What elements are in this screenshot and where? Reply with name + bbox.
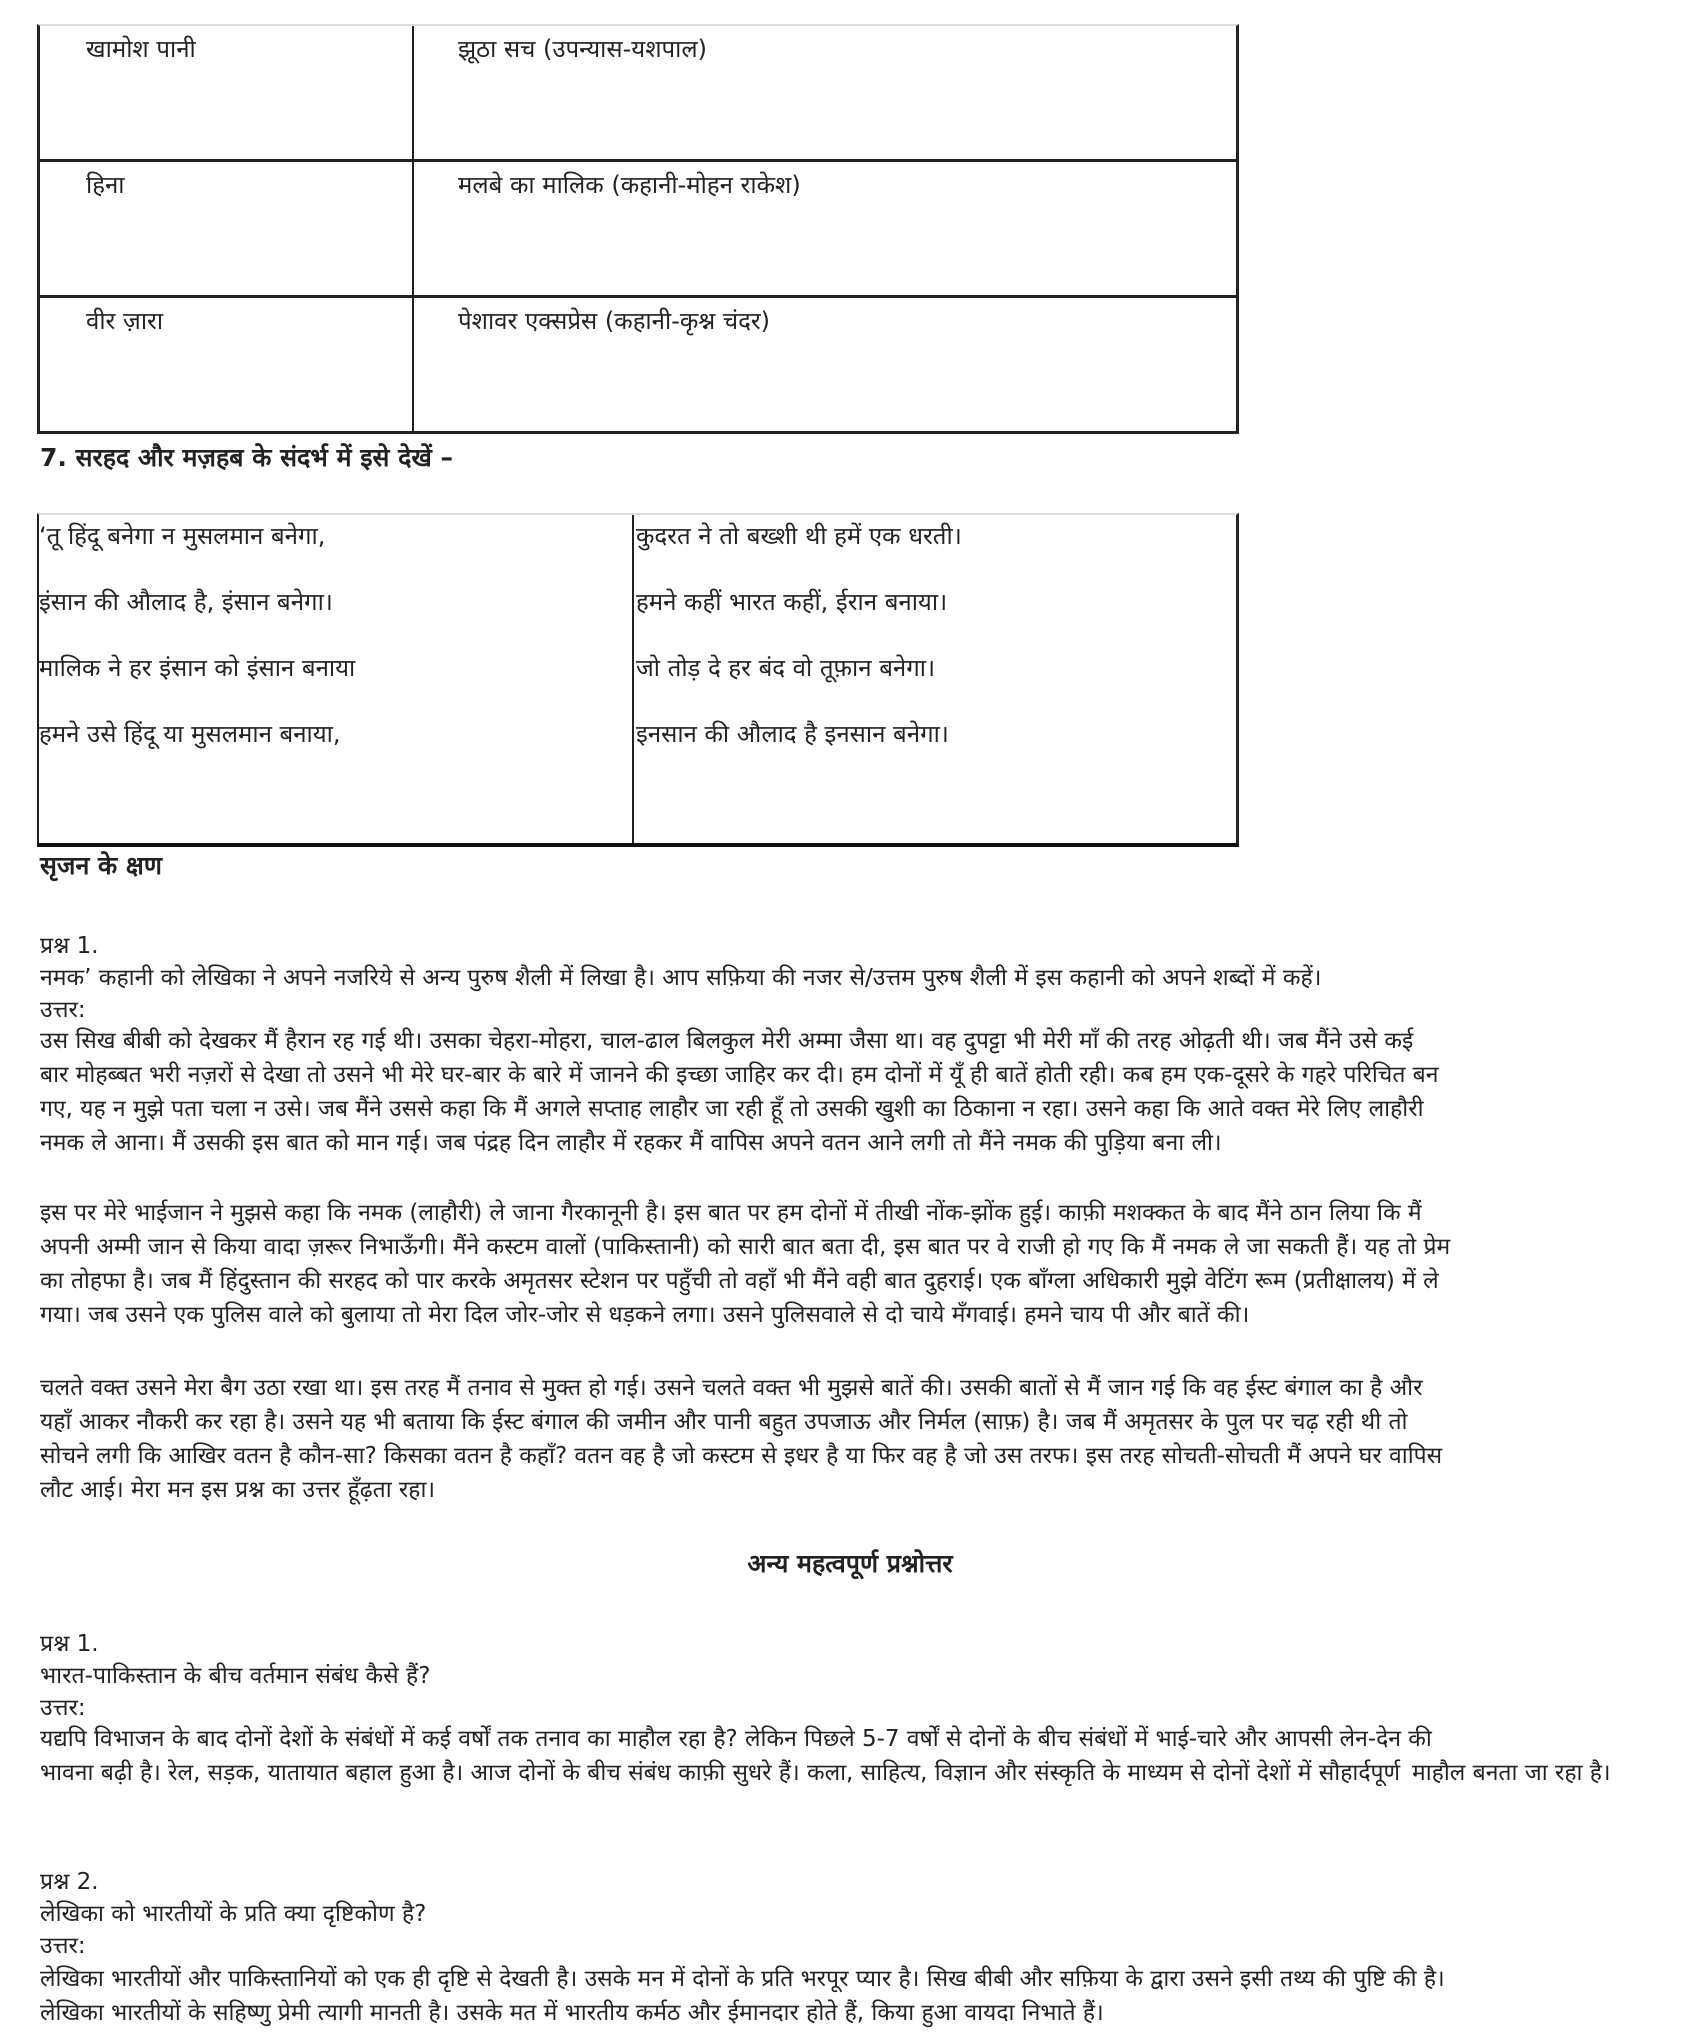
paragraph-line: लौट आई। मेरा मन इस प्रश्न का उत्तर हूँढ़ता रहा। [40, 1477, 436, 1503]
question-text: भारत-पाकिस्तान के बीच वर्तमान संबंध कैसे हैं? [40, 1663, 431, 1689]
paragraph-line: इस पर मेरे भाईजान ने मुझसे कहा कि नमक (लाहौरी) ले जाना गैरकानूनी है। इस बात पर हम दोनों में तीखी नोंक-झोंक हुई। काफ़ी मशक्कत के बाद मैंने ठान लिया कि मैं [40, 1200, 1422, 1226]
question-label: प्रश्न 2. [40, 1869, 99, 1895]
paragraph-line: भावना बढ़ी है। रेल, सड़क, यातायात बहाल हुआ है। आज दोनों के बीच संबंध काफ़ी सुधरे हैं। कला, साहित्य, विज्ञान और संस्कृति के माध्यम से दोनों देशों में सौहार्दपूर्ण [40, 1760, 1401, 1786]
question-text: लेखिका को भारतीयों के प्रति क्या दृष्टिकोण है? [40, 1901, 427, 1927]
poem-line: कुदरत ने तो बख्शी थी हमें एक धरती। [636, 522, 962, 550]
answer-label: उत्तर: [40, 1933, 86, 1959]
paragraph-line: चलते वक्त उसने मेरा बैग उठा रखा था। इस तरह मैं तनाव से मुक्त हो गई। उसने चलते वक्त भी मुझसे बातें की। उसकी बातों से मैं जान गई कि वह ईस्ट बंगाल का है और [40, 1375, 1423, 1401]
answer-paragraph [40, 1371, 1665, 1507]
paragraph-line: सोचने लगी कि आखिर वतन है कौन-सा? किसका वतन है कहाँ? वतन वह है जो कस्टम से इधर है या फिर वह है जो उस तरफ। इस तरह सोचती-सोचती मैं अपने घर वापिस [40, 1443, 1443, 1469]
other-qa-heading: अन्य महत्वपूर्ण प्रश्नोत्तर [747, 1549, 953, 1578]
question-label: प्रश्न 1. [40, 1631, 99, 1657]
answer-paragraph [40, 1196, 1665, 1332]
work-cell: पेशावर एक्सप्रेस (कहानी-कृश्न चंदर) [458, 307, 771, 335]
table-row [40, 162, 1236, 298]
paragraph-line: बार मोहब्बत भरी नज़रों से देखा तो उसने भी मेरे घर-बार के बारे में जानने की इच्छा जाहिर कर दी। हम दोनों में यूँ ही बातें होती रही। कब हम एक-दूसरे के गहरे परिचित बन [40, 1062, 1439, 1088]
work-cell: मलबे का मालिक (कहानी-मोहन राकेश) [458, 171, 801, 199]
question-text: नमक’ कहानी को लेखिका ने अपने नजरिये से अन्य पुरुष शैली में लिखा है। आप सफ़िया की नजर से/उत्तम पुरुष शैली में इस कहानी को अपने शब्दों में कहें। [40, 965, 1322, 991]
question-label: प्रश्न 1. [40, 933, 99, 959]
paragraph-line: माहौल बनता जा रहा है। [1411, 1760, 1611, 1786]
film-cell: हिना [86, 171, 125, 199]
paragraph-line: नमक ले आना। मैं उसकी इस बात को मान गई। जब पंद्रह दिन लाहौर में रहकर मैं वापिस अपने वतन आने लगी तो मैंने नमक की पुड़िया बना ली। [40, 1130, 1222, 1156]
paragraph-line: अपनी अम्मी जान से किया वादा ज़रूर निभाऊँगी। मैंने कस्टम वालों (पाकिस्तानी) को सारी बात बता दी, इस बात पर वे राजी हो गए कि मैं नमक ले जा सकती हैं। यह तो प्रेम [40, 1234, 1451, 1260]
poem-line: इंसान की औलाद है, इंसान बनेगा। [39, 588, 333, 616]
answer-paragraph [40, 1024, 1665, 1160]
answer-label: उत्तर: [40, 1695, 86, 1721]
table-row [40, 298, 1236, 434]
poem-line: इनसान की औलाद है इनसान बनेगा। [636, 720, 949, 748]
paragraph-line: यद्यपि विभाजन के बाद दोनों देशों के संबंधों में कई वर्षों तक तनाव का माहौल रहा है? लेकिन पिछले 5-7 वर्षों से दोनों के बीच संबंधों में भाई-चारे और आपसी लेन-देन की [40, 1726, 1432, 1752]
column-divider [632, 515, 634, 843]
poem-line: जो तोड़ दे हर बंद वो तूफ़ान बनेगा। [636, 654, 936, 682]
film-cell: खामोश पानी [86, 35, 196, 63]
table-row [40, 26, 1236, 162]
film-literature-table [37, 24, 1239, 434]
poem-table [37, 513, 1239, 847]
poem-line: मालिक ने हर इंसान को इंसान बनाया [39, 654, 356, 682]
srijan-heading: सृजन के क्षण [40, 851, 162, 880]
paragraph-line: लेखिका भारतीयों के सहिष्णु प्रेमी त्यागी मानती है। उसके मत में भारतीय कर्मठ और ईमानदार होते हैं, किया हुआ वायदा निभाते हैं। [40, 2000, 1104, 2026]
answer-paragraph [40, 1962, 1665, 2030]
work-cell: झूठा सच (उपन्यास-यशपाल) [458, 35, 707, 63]
paragraph-line: यहाँ आकर नौकरी कर रहा है। उसने यह भी बताया कि ईस्ट बंगाल की जमीन और पानी बहुत उपजाऊ और निर्मल (साफ़) है। जब मैं अमृतसर के पुल पर चढ़ रही थी तो [40, 1409, 1408, 1435]
paragraph-line: लेखिका भारतीयों और पाकिस्तानियों को एक ही दृष्टि से देखती है। उसके मन में दोनों के प्रति भरपूर प्यार है। सिख बीबी और सफ़िया के द्वारा उसने इसी तथ्य की पुष्टि की है। [40, 1966, 1445, 1992]
section-7-heading: 7. सरहद और मज़हब के संदर्भ में इसे देखें – [40, 443, 454, 472]
poem-line: ‘तू हिंदू बनेगा न मुसलमान बनेगा, [39, 522, 326, 550]
answer-label: उत्तर: [40, 997, 86, 1023]
poem-line: हमने उसे हिंदू या मुसलमान बनाया, [39, 720, 341, 748]
answer-paragraph [40, 1722, 1665, 1790]
paragraph-line: गया। जब उसने एक पुलिस वाले को बुलाया तो मेरा दिल जोर-जोर से धड़कने लगा। उसने पुलिसवाले से दो चाये मँगवाई। हमने चाय पी और बातें की। [40, 1302, 1250, 1328]
paragraph-line: का तोहफा है। जब मैं हिंदुस्तान की सरहद को पार करके अमृतसर स्टेशन पर पहुँची तो वहाँ भी मैंने वही बात दुहराई। एक बाँग्ला अधिकारी मुझे वेटिंग रूम (प्रतीक्षालय) में ले [40, 1268, 1439, 1294]
paragraph-line: उस सिख बीबी को देखकर मैं हैरान रह गई थी। उसका चेहरा-मोहरा, चाल-ढाल बिलकुल मेरी अम्मा जैसा था। वह दुपट्टा भी मेरी माँ की तरह ओढ़ती थी। जब मैंने उसे कई [40, 1028, 1414, 1054]
column-divider [412, 26, 414, 431]
film-cell: वीर ज़ारा [86, 307, 164, 335]
poem-line: हमने कहीं भारत कहीं, ईरान बनाया। [636, 588, 948, 616]
paragraph-line: गए, यह न मुझे पता चला न उसे। जब मैंने उससे कहा कि मैं अगले सप्ताह लाहौर जा रही हूँ तो उसकी खुशी का ठिकाना न रहा। उसने कहा कि आते वक्त मेरे लिए लाहौरी [40, 1096, 1424, 1122]
